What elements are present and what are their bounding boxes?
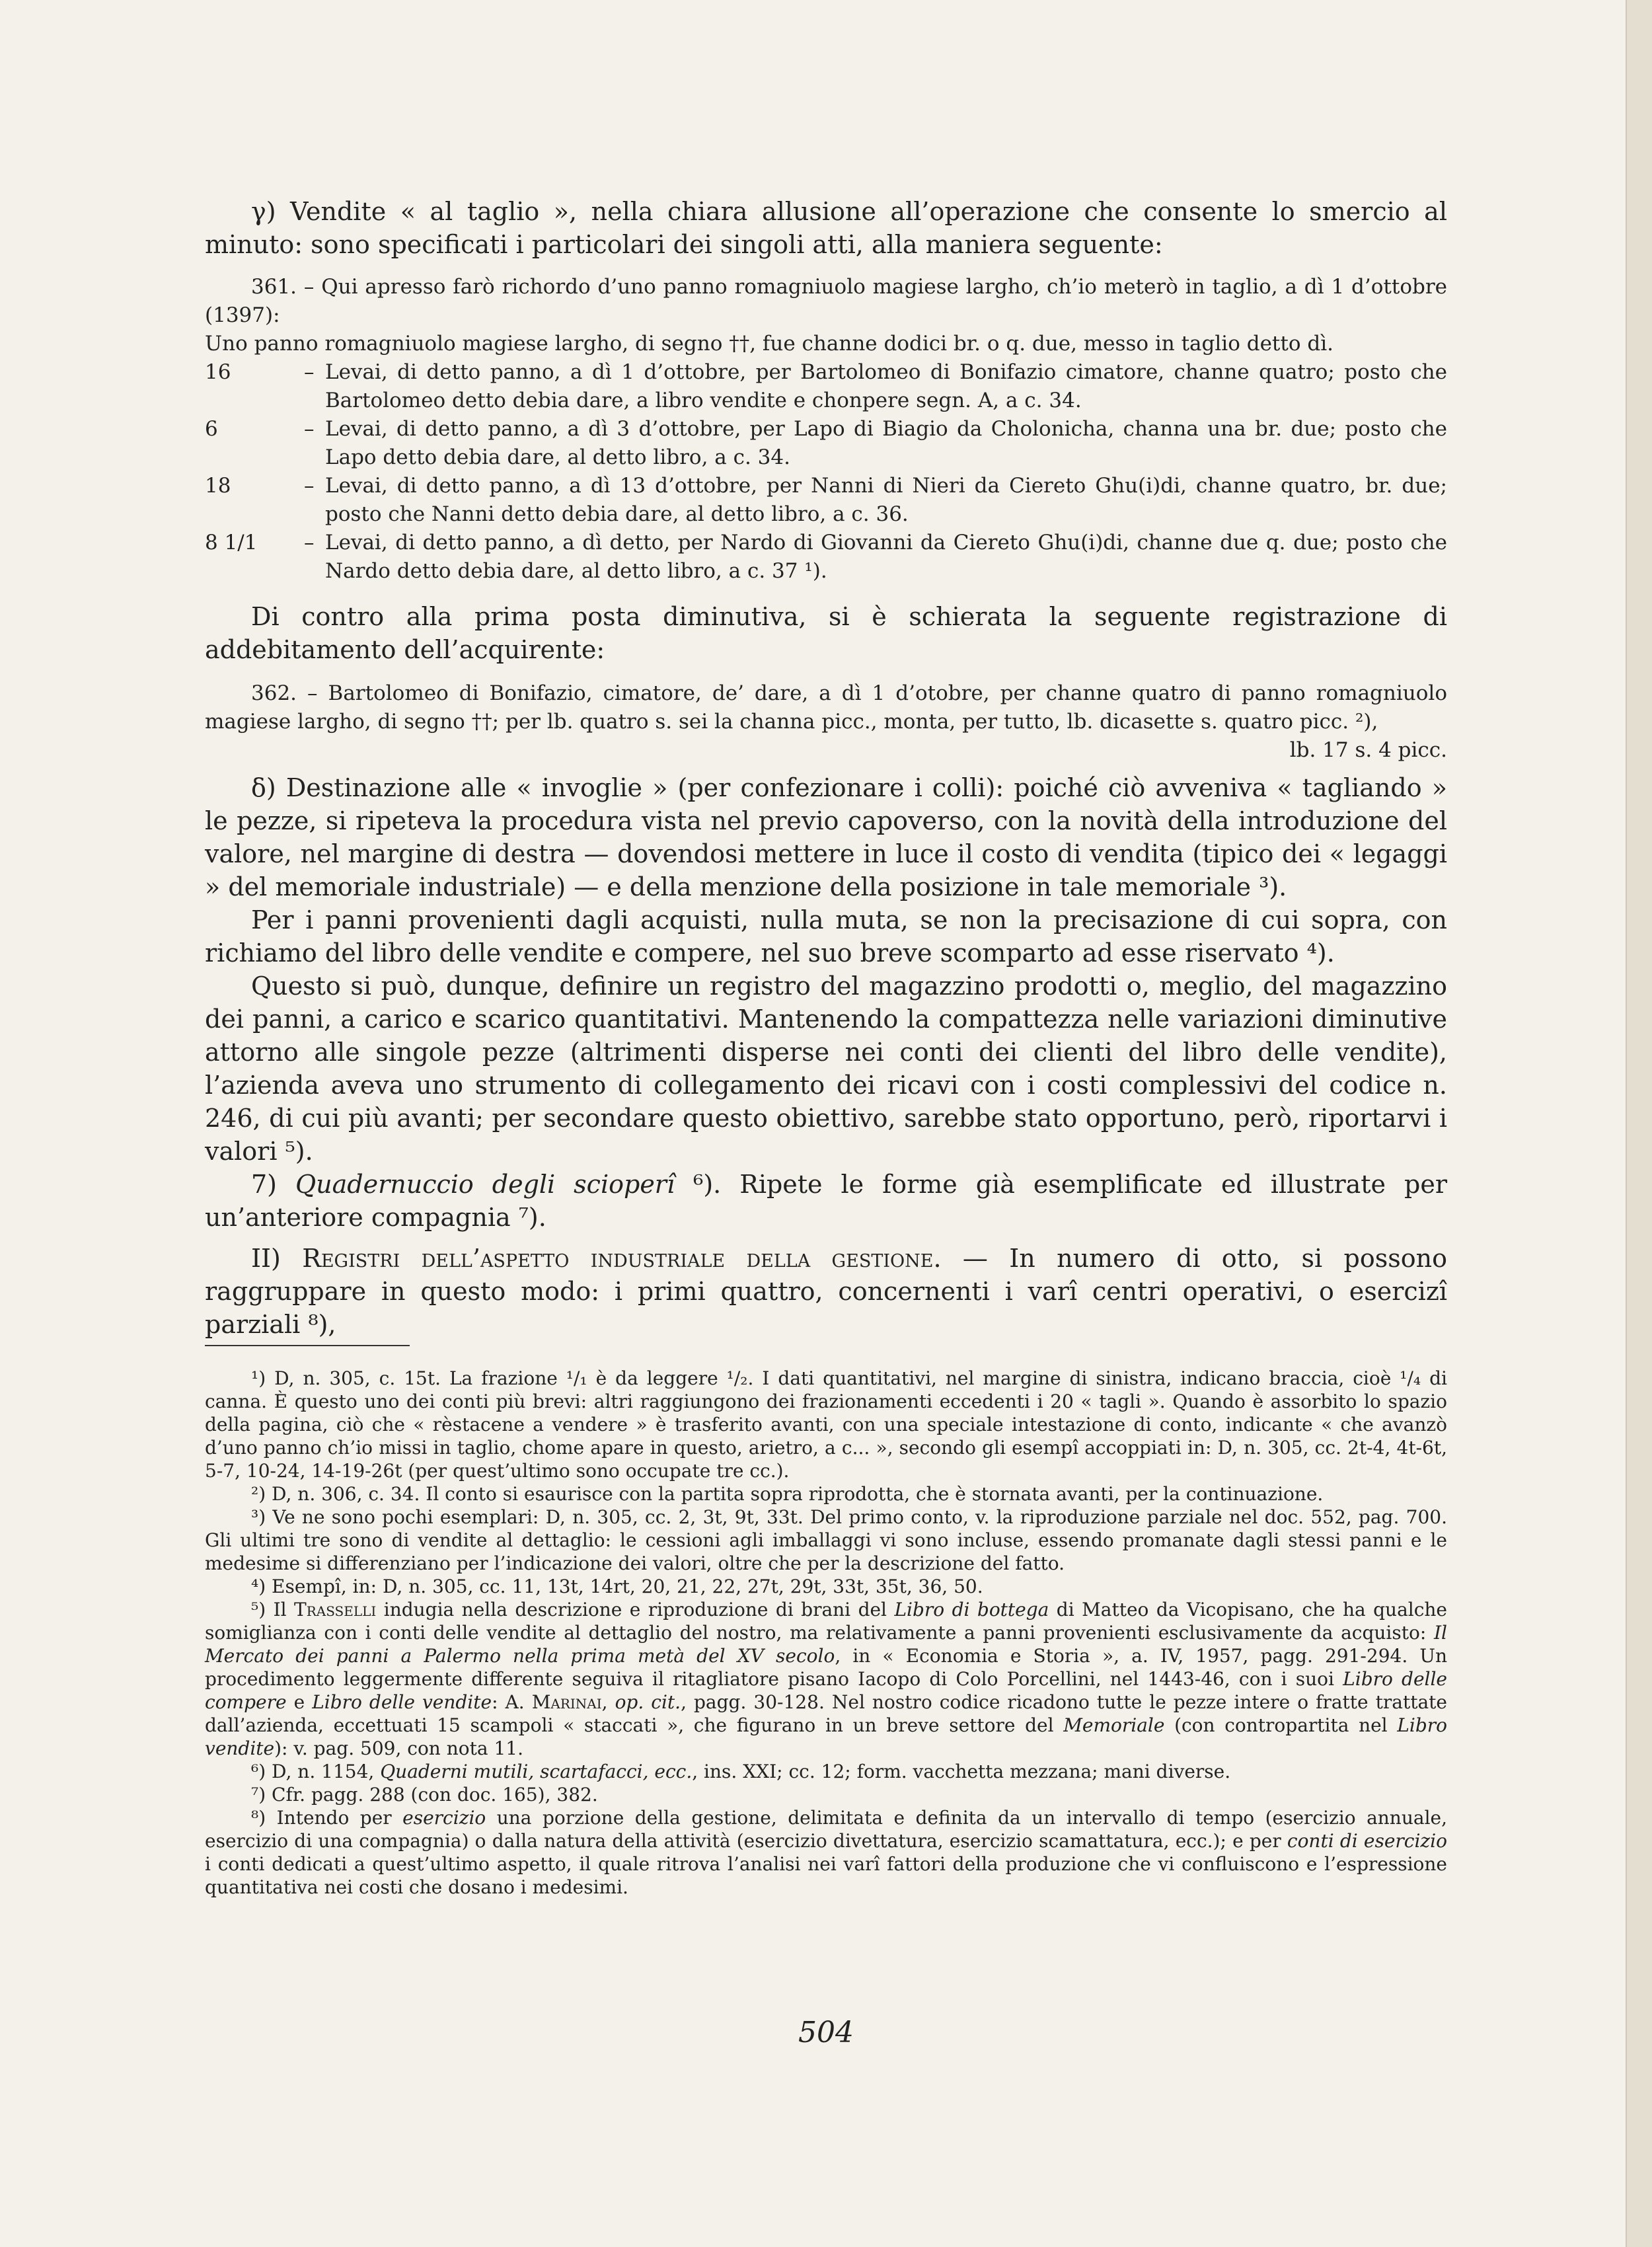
footnote-1: ¹) D, n. 305, c. 15t. La frazione ¹/₁ è da leggere ¹/₂. I dati quantitativi, nel margine di sinistra, indicano braccia, cioè ¹/₄ di canna. È questo uno dei conti più brevi: altri raggiungono dei frazionamenti eccedenti i 20 « tagli ». Quando è assorbito lo spazio della pagina, ciò che « rèstacene a vendere » è trasferito avanti, con una speciale intestazione di conto, indicante « che avanzò d’uno panno ch’io missi in taglio, chome apare in questo, arietro, a c... », secondo gli esempî accoppiati in: D, n. 305, cc. 2t-4, 4t-6t, 5-7, 10-24, 14-19-26t (per quest’ultimo sono occupate tre cc.). [205,1367,1447,1482]
doc-362-amount: lb. 17 s. 4 picc. [1289,738,1447,762]
row-quantity: 18 [205,474,231,498]
quadernuccio-title: Quadernuccio degli scioperî [295,1170,675,1199]
page-number: 504 [798,2016,854,2049]
doc-361-heading: 361. – Qui apresso farò richordo d’uno panno romagniuolo magiese largho, ch’io meterò in taglio, a dì 1 d’ottobre (1397): [205,275,1447,327]
document-362 [205,679,1447,765]
section-heading: Registri dell’aspetto industriale della gestione. [302,1244,942,1273]
row-text: Levai, di detto panno, a dì 1 d’ottobre, per Bartolomeo di Bonifazio cimatore, channe quatro; posto che Bartolomeo detto debia dare, a libro vendite e chonpere segn. A, a c. 34. [325,360,1447,412]
doc-361-row: 18 – Levai, di detto panno, a dì 13 d’ottobre, per Nanni di Nieri da Ciereto Ghu(i)di, channe quatro, br. due; posto che Nanni detto debia dare, al detto libro, a c. 36. [205,472,1447,529]
doc-361-row: 16 – Levai, di detto panno, a dì 1 d’ottobre, per Bartolomeo di Bonifazio cimatore, channe quatro; posto che Bartolomeo detto debia dare, a libro vendite e chonpere segn. A, a c. 34. [205,358,1447,415]
row-quantity: 6 [205,417,218,441]
footnote-rule [205,1345,410,1346]
paragraph-per-i-panni: Per i panni provenienti dagli acquisti, nulla muta, se non la precisazione di cui sopra, con richiamo del libro delle vendite e compere, nel suo breve scomparto ad esse riservato ⁴). [205,905,1447,968]
row-text: Levai, di detto panno, a dì detto, per Nardo di Giovanni da Ciereto Ghu(i)di, channe due q. due; posto che Nardo detto debia dare, al detto libro, a c. 37 ¹). [325,531,1447,583]
row-text: Levai, di detto panno, a dì 13 d’ottobre, per Nanni di Nieri da Ciereto Ghu(i)di, channe quatro, br. due; posto che Nanni detto debia dare, al detto libro, a c. 36. [325,474,1447,526]
footnote-4: ⁴) Esempî, in: D, n. 305, cc. 11, 13t, 14rt, 20, 21, 22, 27t, 29t, 33t, 35t, 36, 50. [251,1576,983,1597]
row-quantity: 16 [205,360,231,384]
doc-361-row: 8 1/1 – Levai, di detto panno, a dì detto, per Nardo di Giovanni da Ciereto Ghu(i)di, channe due q. due; posto che Nardo detto debia dare, al detto libro, a c. 37 ¹). [205,529,1447,586]
footnote-3: ³) Ve ne sono pochi esemplari: D, n. 305, cc. 2, 3t, 9t, 33t. Del primo conto, v. la riproduzione parziale nel doc. 552, pag. 700. Gli ultimi tre sono di vendite al dettaglio: le cessioni agli imballaggi vi sono incluse, essendo promanate dagli stessi panni e le medesime si differenziano per l’indicazione dei valori, oltre che per la descrizione del fatto. [205,1506,1447,1574]
main-text [205,195,1447,1341]
doc-361-line: Uno panno romagniuolo magiese largho, di segno ††, fue channe dodici br. o q. due, messo in taglio detto dì. [205,332,1333,356]
paragraph-di-contro: Di contro alla prima posta diminutiva, si è schierata la seguente registrazione di addebitamento dell’acquirente: [205,602,1447,664]
paragraph-7: 7) Quadernuccio degli scioperî ⁶). Ripete le forme già esemplificate ed illustrate per un’anteriore compagnia ⁷). [205,1170,1447,1232]
row-text: Levai, di detto panno, a dì 3 d’ottobre, per Lapo di Biagio da Cholonicha, channa una br. due; posto che Lapo detto debia dare, al detto libro, a c. 34. [325,417,1447,469]
row-quantity: 8 1/1 [205,531,258,554]
footnote-5: ⁵) Il Trasselli indugia nella descrizione e riproduzione di brani del Libro di bottega di Matteo da Vicopisano, che ha qualche somiglianza con i conti delle vendite al dettaglio del nostro, ma relativamente a panni provenienti esclusivamente da acquisto: Il Mercato dei panni a Palermo nella prima metà del XV secolo, in « Economia e Storia », a. IV, 1957, pagg. 291-294. Un procedimento leggermente differente seguiva il ritagliatore pisano Iacopo di Colo Porcellini, nel 1443-46, con i suoi Libro delle compere e Libro delle vendite: A. Marinai, op. cit., pagg. 30-128. Nel nostro codice ricadono tutte le pezze intere o fratte trattate dall’azienda, eccettuati 15 scampoli « staccati », che figurano in un breve settore del Memoriale (con contropartita nel Libro vendite): v. pag. 509, con nota 11. [205,1599,1448,1759]
paragraph-II: II) Registri dell’aspetto industriale della gestione. — In numero di otto, si possono raggruppare in questo modo: i primi quattro, concernenti i varî centri operativi, o esercizî parziali ⁸), [205,1244,1447,1339]
paragraph-gamma: γ) Vendite « al taglio », nella chiara allusione all’operazione che consente lo smercio al minuto: sono specificati i particolari dei singoli atti, alla maniera seguente: [205,197,1447,259]
paragraph-questo: Questo si può, dunque, definire un registro del magazzino prodotti o, meglio, del magazzino dei panni, a carico e scarico quantitativi. Mantenendo la compattezza nelle variazioni diminutive attorno alle singole pezze (altrimenti disperse nei conti dei clienti del libro delle vendite), l’azienda aveva uno strumento di collegamento dei ricavi con i costi complessivi del codice n. 246, di cui più avanti; per secondare questo obiettivo, sarebbe stato opportuno, però, riportarvi i valori ⁵). [205,971,1447,1166]
paragraph-delta: δ) Destinazione alle « invoglie » (per confezionare i colli): poiché ciò avveniva « tagliando » le pezze, si ripeteva la procedura vista nel previo capoverso, con la novità della introduzione del valore, nel margine di destra — dovendosi mettere in luce il costo di vendita (tipico dei « legaggi » del memoriale industriale) — e della menzione della posizione in tale memoriale ³). [205,773,1447,901]
page-edge [1626,0,1652,2247]
footnote-7: ⁷) Cfr. pagg. 288 (con doc. 165), 382. [251,1784,598,1806]
footnotes [205,1367,1447,1899]
doc-362-text: 362. – Bartolomeo di Bonifazio, cimatore, de’ dare, a dì 1 d’otobre, per channe quatro di panno romagniuolo magiese largho, di segno ††; per lb. quatro s. sei la channa picc., monta, per tutto, lb. dicasette s. quatro picc. ²), [205,681,1447,734]
footnote-6: ⁶) D, n. 1154, Quaderni mutili, scartafacci, ecc., ins. XXI; cc. 12; form. vacchetta mezzana; mani diverse. [251,1761,1231,1782]
doc-361-row: 6 – Levai, di detto panno, a dì 3 d’ottobre, per Lapo di Biagio da Cholonicha, channa una br. due; posto che Lapo detto debia dare, al detto libro, a c. 34. [205,415,1447,472]
footnote-8: ⁸) Intendo per esercizio una porzione della gestione, delimitata e definita da un intervallo di tempo (esercizio annuale, esercizio di una compagnia) o dalla natura della attività (esercizio divettatura, esercizio scamattatura, ecc.); e per conti di esercizio i conti dedicati a quest’ultimo aspetto, il quale ritrova l’analisi nei varî fattori della produzione che vi confluiscono e l’espressione quantitativa nei costi che dosano i medesimi. [205,1807,1447,1898]
document-361 [205,273,1447,586]
footnote-2: ²) D, n. 306, c. 34. Il conto si esaurisce con la partita sopra riprodotta, che è stornata avanti, per la continuazione. [251,1483,1324,1505]
